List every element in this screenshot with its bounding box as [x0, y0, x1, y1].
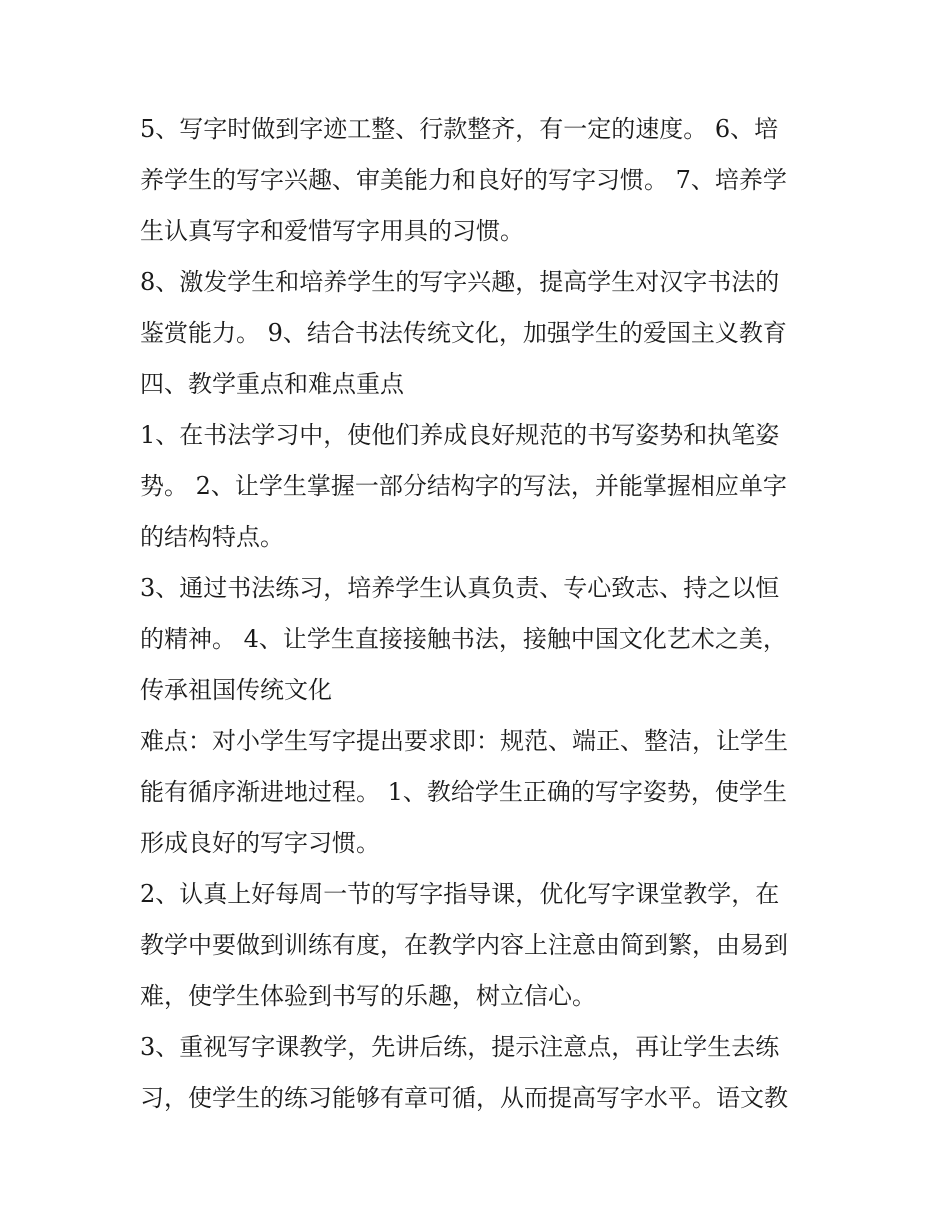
text-line-9: 的结构特点。 — [140, 523, 284, 551]
text-line-10: 3、通过书法练习，培养学生认真负责、专心致志、持之以恒 — [140, 574, 780, 602]
text-line-17: 教学中要做到训练有度，在教学内容上注意由简到繁，由易到 — [140, 931, 788, 959]
text-line-19: 3、重视写字课教学，先讲后练，提示注意点，再让学生去练 — [140, 1033, 780, 1061]
text-line-13: 难点：对小学生写字提出要求即：规范、端正、整洁，让学生 — [140, 727, 788, 755]
text-line-1: 5、写字时做到字迹工整、行款整齐，有一定的速度。 6、培 — [140, 115, 779, 143]
section-heading: 四、教学重点和难点重点 — [140, 370, 404, 398]
text-line-12: 传承祖国传统文化 — [140, 676, 332, 704]
text-line-8: 势。 2、让学生掌握一部分结构字的写法，并能掌握相应单字 — [140, 472, 787, 500]
text-line-2: 养学生的写字兴趣、审美能力和良好的写字习惯。 7、培养学 — [140, 166, 787, 194]
text-line-18: 难，使学生体验到书写的乐趣，树立信心。 — [140, 982, 596, 1010]
text-line-4: 8、激发学生和培养学生的写字兴趣，提高学生对汉字书法的 — [140, 268, 780, 296]
text-line-7: 1、在书法学习中，使他们养成良好规范的书写姿势和执笔姿 — [140, 421, 780, 449]
text-line-3: 生认真写字和爱惜写字用具的习惯。 — [140, 217, 524, 245]
text-line-20: 习，使学生的练习能够有章可循，从而提高写字水平。语文教 — [140, 1084, 788, 1112]
text-line-11: 的精神。 4、让学生直接接触书法，接触中国文化艺术之美， — [140, 625, 787, 653]
text-line-14: 能有循序渐进地过程。 1、教给学生正确的写字姿势，使学生 — [140, 778, 787, 806]
text-line-15: 形成良好的写字习惯。 — [140, 829, 380, 857]
text-line-5: 鉴赏能力。 9、结合书法传统文化，加强学生的爱国主义教育 — [140, 319, 787, 347]
document-body — [140, 104, 820, 1124]
text-line-16: 2、认真上好每周一节的写字指导课，优化写字课堂教学，在 — [140, 880, 780, 908]
